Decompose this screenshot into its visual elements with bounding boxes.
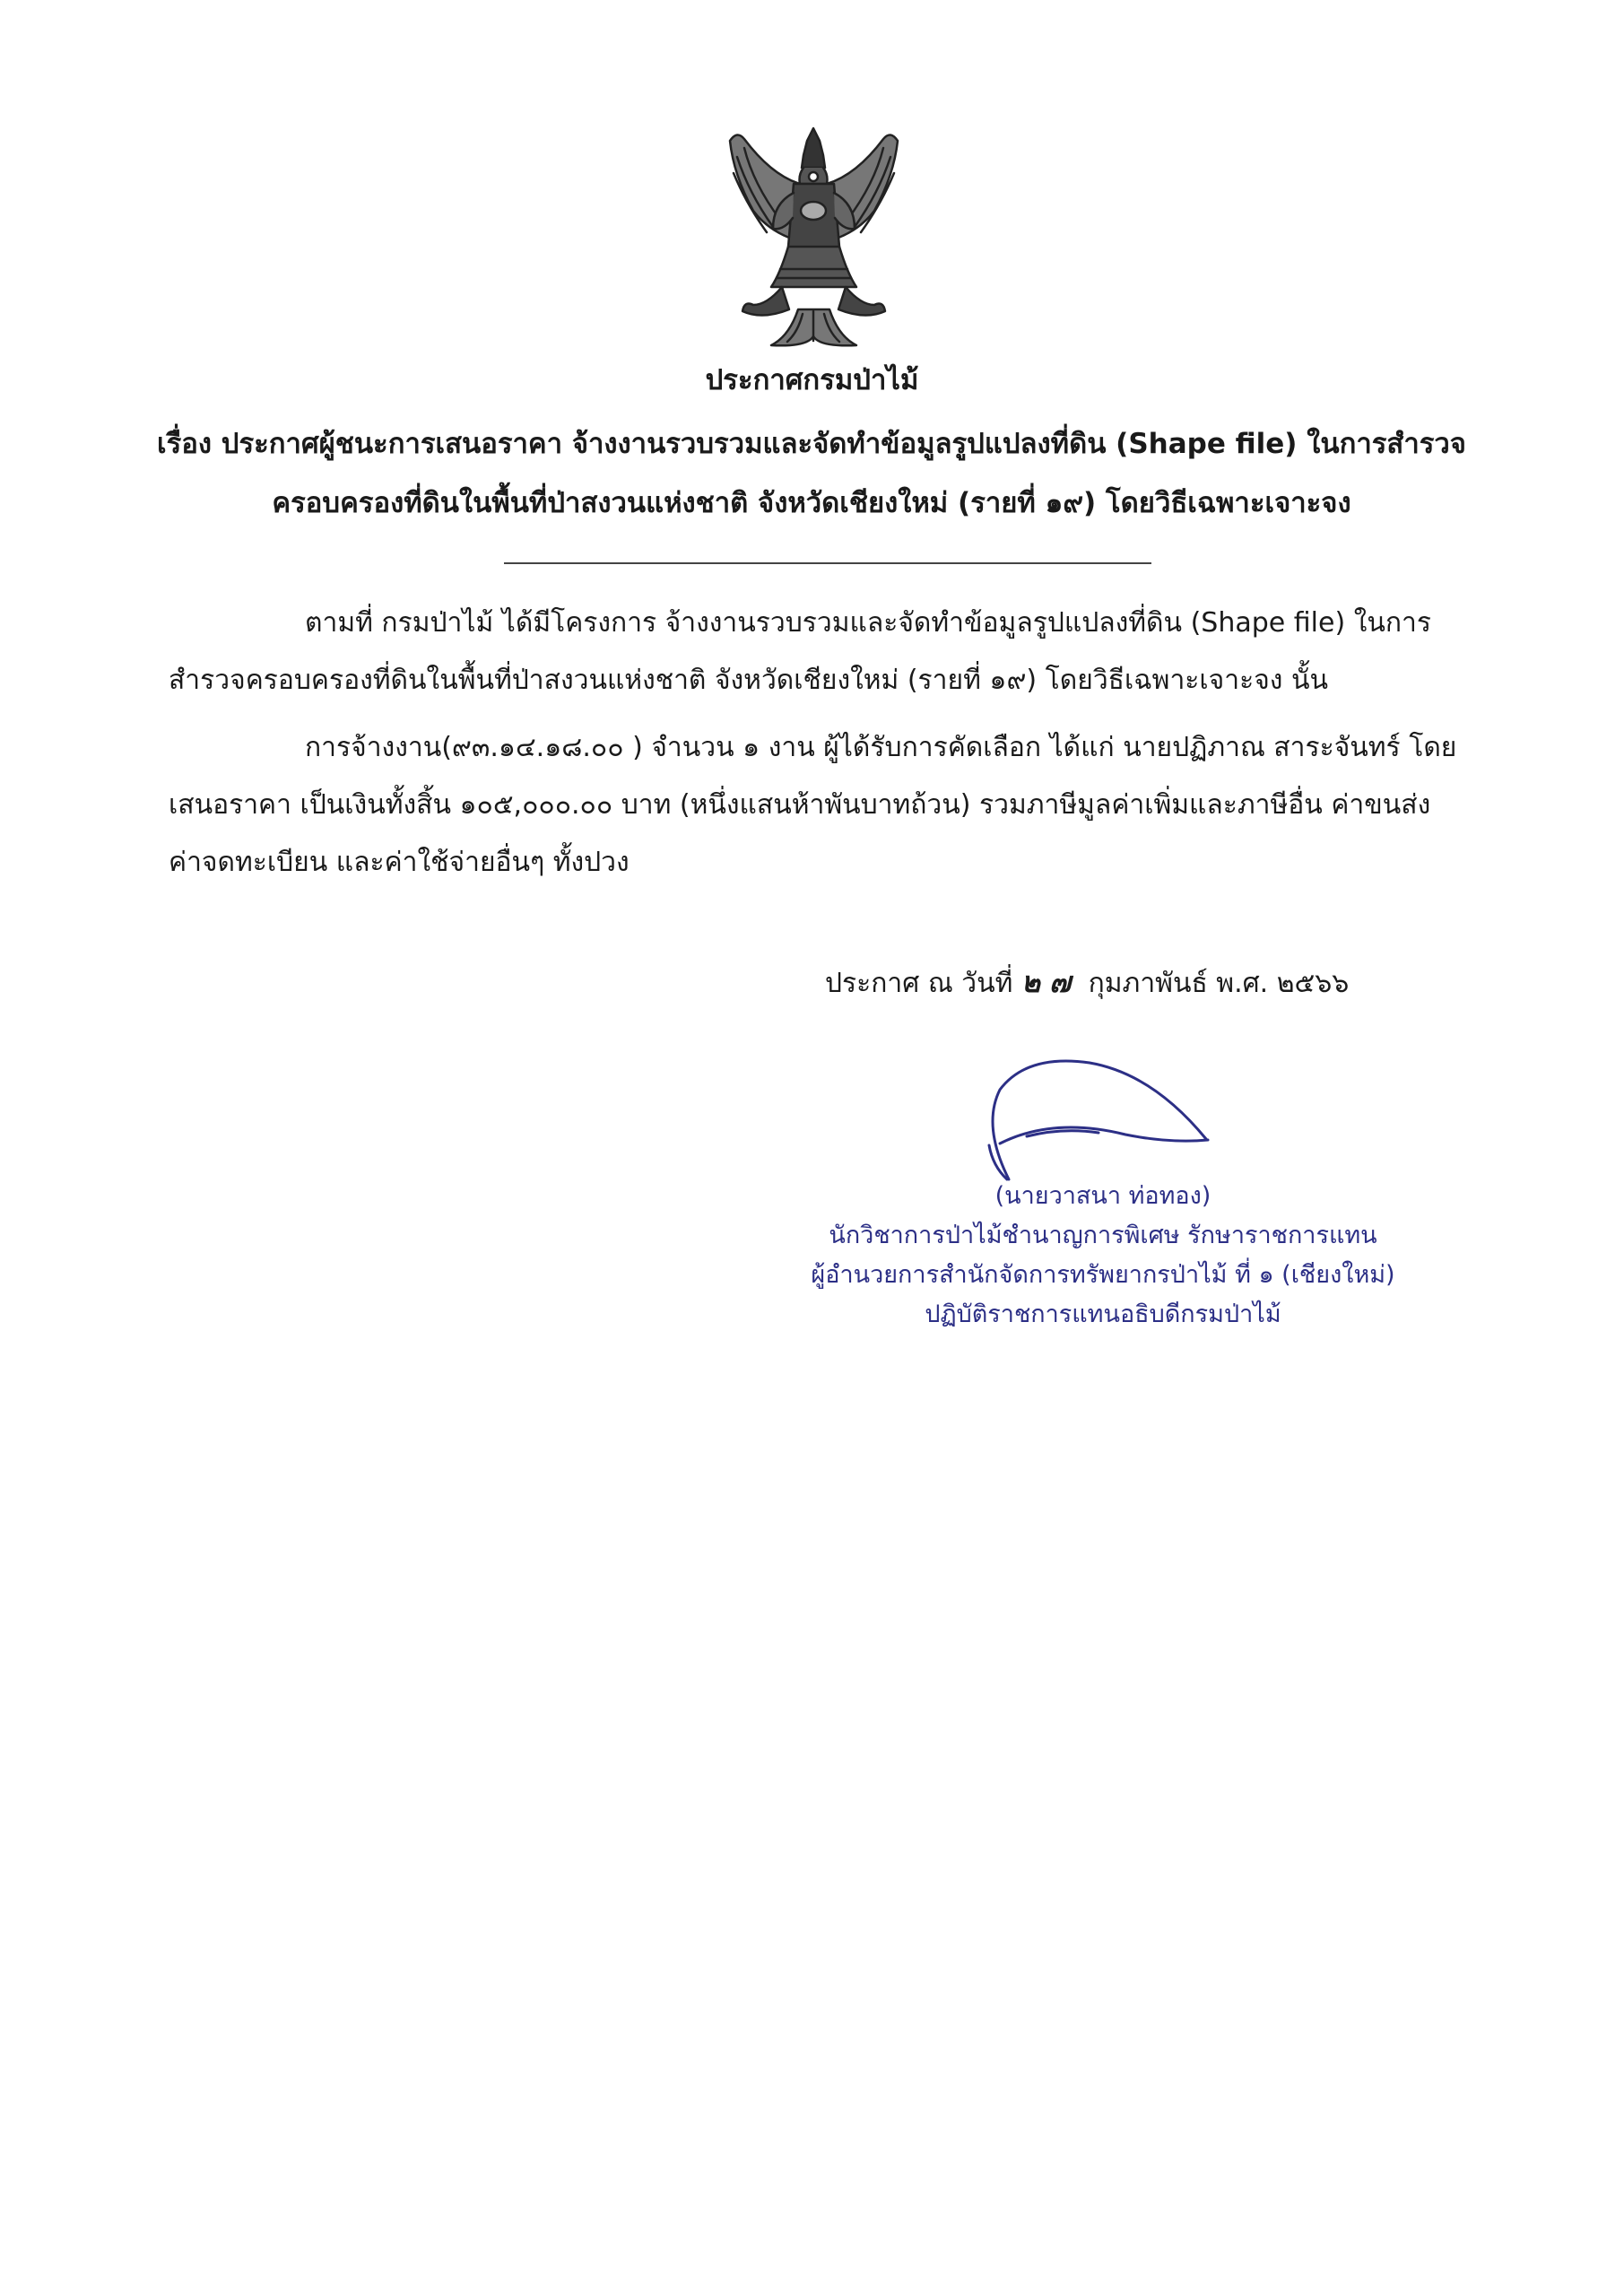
signer-block: [789, 1177, 1417, 1335]
paragraph-line: ตามที่ กรมป่าไม้ ได้มีโครงการ จ้างงานรวบรวมและจัดทำข้อมูลรูปแปลงที่ดิน (Shape file) ในการ: [305, 607, 1431, 639]
subject-line-2: ครอบครองที่ดินในพื้นที่ป่าสงวนแห่งชาติ จังหวัดเชียงใหม่ (รายที่ ๑๙) โดยวิธีเฉพาะเจาะจง: [272, 487, 1351, 519]
subject-heading: [135, 414, 1489, 533]
date-suffix: กุมภาพันธ์ พ.ศ. ๒๕๖๖: [1088, 968, 1350, 999]
signer-position: นักวิชาการป่าไม้ชำนาญการพิเศษ รักษาราชการแทน: [829, 1222, 1377, 1249]
paragraph-line: สำรวจครอบครองที่ดินในพื้นที่ป่าสงวนแห่งชาติ จังหวัดเชียงใหม่ (รายที่ ๑๙) โดยวิธีเฉพาะเจาะจง นั้น: [169, 665, 1328, 696]
announcement-date: [825, 953, 1349, 1013]
signature-mark: [973, 1054, 1220, 1188]
date-day: ๒๗: [1020, 965, 1081, 999]
paragraph-award: [169, 719, 1469, 891]
date-prefix: ประกาศ ณ วันที่: [825, 968, 1013, 999]
signer-name: (นายวาสนา ท่อทอง): [994, 1182, 1211, 1210]
page-title: ประกาศกรมป่าไม้: [705, 364, 919, 396]
signer-position: ปฏิบัติราชการแทนอธิบดีกรมป่าไม้: [925, 1300, 1281, 1328]
divider: [504, 562, 1151, 564]
paragraph-project: [169, 595, 1469, 709]
paragraph-line: การจ้างงาน(๙๓.๑๔.๑๘.๐๐ ) จำนวน ๑ งาน ผู้ได้รับการคัดเลือก ได้แก่ นายปฏิภาณ สาระจันทร์ โดย: [305, 732, 1457, 763]
paragraph-line: เสนอราคา เป็นเงินทั้งสิ้น ๑๐๕,๐๐๐.๐๐ บาท (หนึ่งแสนห้าพันบาทถ้วน) รวมภาษีมูลค่าเพิ่มและภาษีอื่น ค่าขนส่ง: [169, 789, 1431, 821]
signer-position: ผู้อำนวยการสำนักจัดการทรัพยากรป่าไม้ ที่ ๑ (เชียงใหม่): [811, 1261, 1395, 1289]
subject-line-1: เรื่อง ประกาศผู้ชนะการเสนอราคา จ้างงานรวบรวมและจัดทำข้อมูลรูปแปลงที่ดิน (Shape file) ในการสำรวจ: [157, 428, 1466, 460]
garuda-emblem-icon: [717, 121, 910, 359]
paragraph-line: ค่าจดทะเบียน และค่าใช้จ่ายอื่นๆ ทั้งปวง: [169, 847, 630, 878]
